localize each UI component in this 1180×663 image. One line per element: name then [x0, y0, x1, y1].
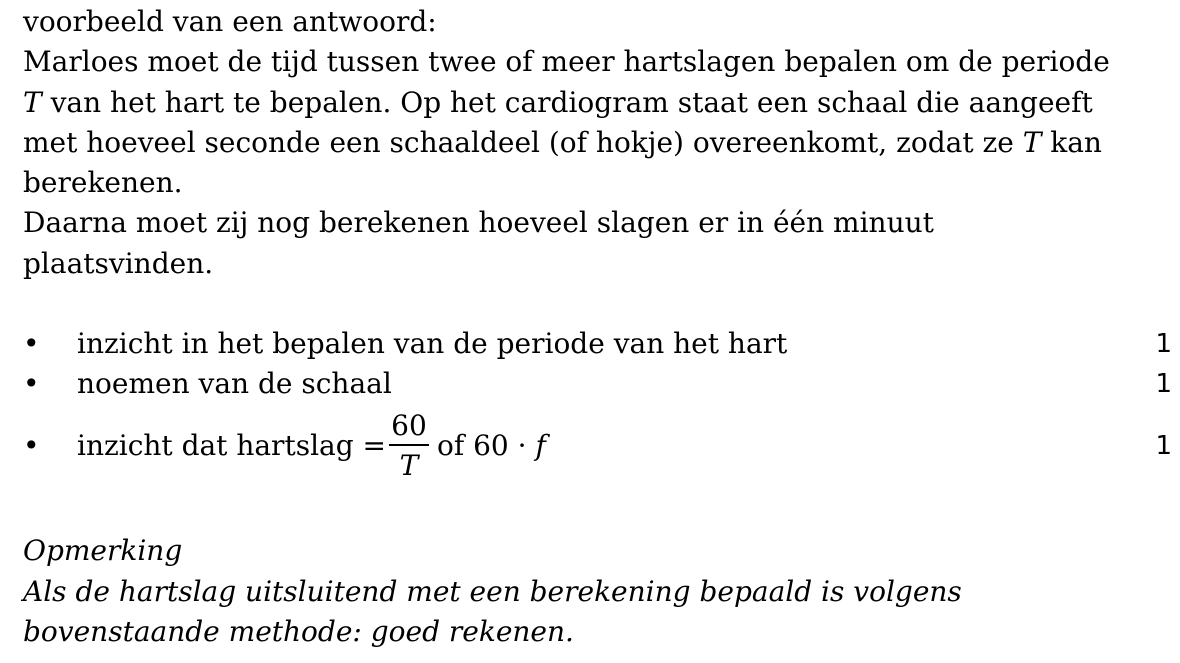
answer-text: van het hart te bepalen. Op het cardiogram staat een schaal die aangeeft: [41, 86, 1093, 119]
answer-line: Marloes moet de tijd tussen twee of meer hartslagen bepalen om de periode: [23, 45, 1110, 78]
answer-line: [23, 83, 1093, 123]
criterion-score: 1: [1155, 431, 1172, 461]
fraction: [387, 408, 431, 486]
criterion-text: inzicht dat hartslag =: [77, 429, 386, 462]
bullet-icon: •: [23, 367, 40, 400]
criterion-row: [23, 324, 1172, 364]
answer-line: [23, 123, 1102, 163]
bullet-icon: •: [23, 327, 40, 360]
formula-tail: [437, 426, 546, 466]
fraction-denominator: T: [399, 449, 419, 482]
fraction-numerator: 60: [391, 409, 427, 442]
variable-T: T: [1022, 126, 1042, 159]
criterion-text: inzicht in het bepalen van de periode van het hart: [77, 327, 788, 360]
note-heading: Opmerking: [23, 534, 183, 567]
answer-text: met hoeveel seconde een schaaldeel (of hokje) overeenkomt, zodat ze: [23, 126, 1023, 159]
criterion-score: 1: [1155, 329, 1172, 359]
answer-line: Daarna moet zij nog berekenen hoeveel slagen er in één minuut: [23, 206, 934, 239]
formula-tail-text: of 60 ·: [437, 429, 536, 462]
answer-line: plaatsvinden.: [23, 247, 214, 280]
note-line: Als de hartslag uitsluitend met een berekening bepaald is volgens: [23, 575, 962, 608]
answer-intro: voorbeeld van een antwoord:: [23, 5, 437, 38]
variable-f: f: [535, 429, 546, 462]
criterion-row: [23, 364, 1172, 404]
criterion-formula-row: [23, 408, 1172, 488]
answer-line: berekenen.: [23, 166, 183, 199]
criterion-score: 1: [1155, 369, 1172, 399]
note-line: bovenstaande methode: goed rekenen.: [23, 615, 574, 648]
bullet-icon: •: [23, 429, 40, 462]
criterion-text: noemen van de schaal: [77, 367, 392, 400]
answer-text: kan: [1041, 126, 1102, 159]
variable-T: T: [23, 86, 42, 119]
